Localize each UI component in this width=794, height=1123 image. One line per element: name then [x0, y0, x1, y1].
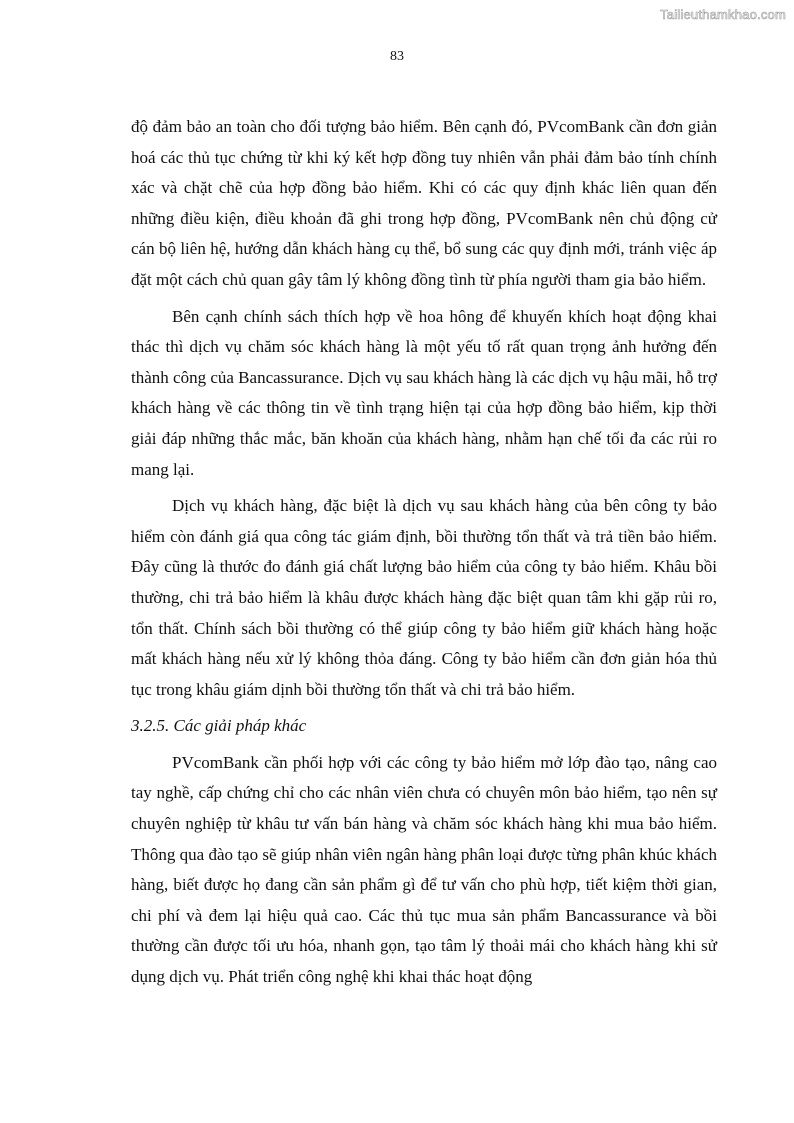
paragraph-other-solutions: PVcomBank cần phối hợp với các công ty bảo hiểm mở lớp đào tạo, nâng cao tay nghề, cấp chứng chỉ cho các nhân viên chưa có chuyên môn bảo hiểm, tạo nên sự chuyên nghiệp từ khâu tư vấn bán hàng và chăm sóc khách hàng khi mua bảo hiểm. Thông qua đào tạo sẽ giúp nhân viên ngân hàng phân loại được từng phân khúc khách hàng, biết được họ đang cần sản phẩm gì để tư vấn cho phù hợp, tiết kiệm thời gian, chi phí và đem lại hiệu quả cao. Các thủ tục mua sản phẩm Bancassurance và bồi thường cần được tối ưu hóa, nhanh gọn, tạo tâm lý thoải mái cho khách hàng khi sử dụng dịch vụ. Phát triển công nghệ khi khai thác hoạt động — [131, 752, 717, 987]
page-number: 83 — [390, 49, 404, 64]
paragraph-customer-service: Bên cạnh chính sách thích hợp về hoa hông để khuyến khích hoạt động khai thác thì dịch vụ chăm sóc khách hàng là một yếu tố rất quan trọng ảnh hưởng đến thành công của Bancassurance. Dịch vụ sau khách hàng là các dịch vụ hậu mãi, hỗ trợ khách hàng về các thông tin về tình trạng hiện tại của hợp đồng bảo hiểm, kịp thời giải đáp những thắc mắc, băn khoăn của khách hàng, nhằm hạn chế tối đa các rủi ro mang lại. — [131, 306, 717, 479]
paragraph-continuation: độ đảm bảo an toàn cho đối tượng bảo hiểm. Bên cạnh đó, PVcomBank cần đơn giản hoá các thủ tục chứng từ khi ký kết hợp đồng tuy nhiên vẫn phải đảm bảo tính chính xác và chặt chẽ của hợp đồng bảo hiểm. Khi có các quy định khác liên quan đến những điều kiện, điều khoản đã ghi trong hợp đồng, PVcomBank nên chủ động cử cán bộ liên hệ, hướng dẫn khách hàng cụ thể, bổ sung các quy định mới, tránh việc áp đặt một cách chủ quan gây tâm lý không đồng tình từ phía người tham gia bảo hiểm. — [131, 117, 717, 289]
paragraph-claims: Dịch vụ khách hàng, đặc biệt là dịch vụ sau khách hàng của bên công ty bảo hiểm còn đánh giá qua công tác giám định, bồi thường tổn thất và trả tiền bảo hiểm. Đây cũng là thước đo đánh giá chất lượng bảo hiểm của công ty bảo hiểm. Khâu bồi thường, chi trả bảo hiểm là khâu được khách hàng đặc biệt quan tâm khi gặp rủi ro, tổn thất. Chính sách bồi thường có thể giúp công ty bảo hiểm giữ khách hàng hoặc mất khách hàng nếu xử lý không thỏa đáng. Công ty bảo hiểm cần đơn giản hóa thủ tục trong khâu giám dịnh bồi thường tổn thất và chi trả bảo hiểm. — [131, 496, 717, 699]
document-body — [131, 112, 717, 999]
watermark-text: Tailieuthamkhao.com — [660, 7, 786, 22]
section-heading: 3.2.5. Các giải pháp khác — [131, 716, 307, 736]
